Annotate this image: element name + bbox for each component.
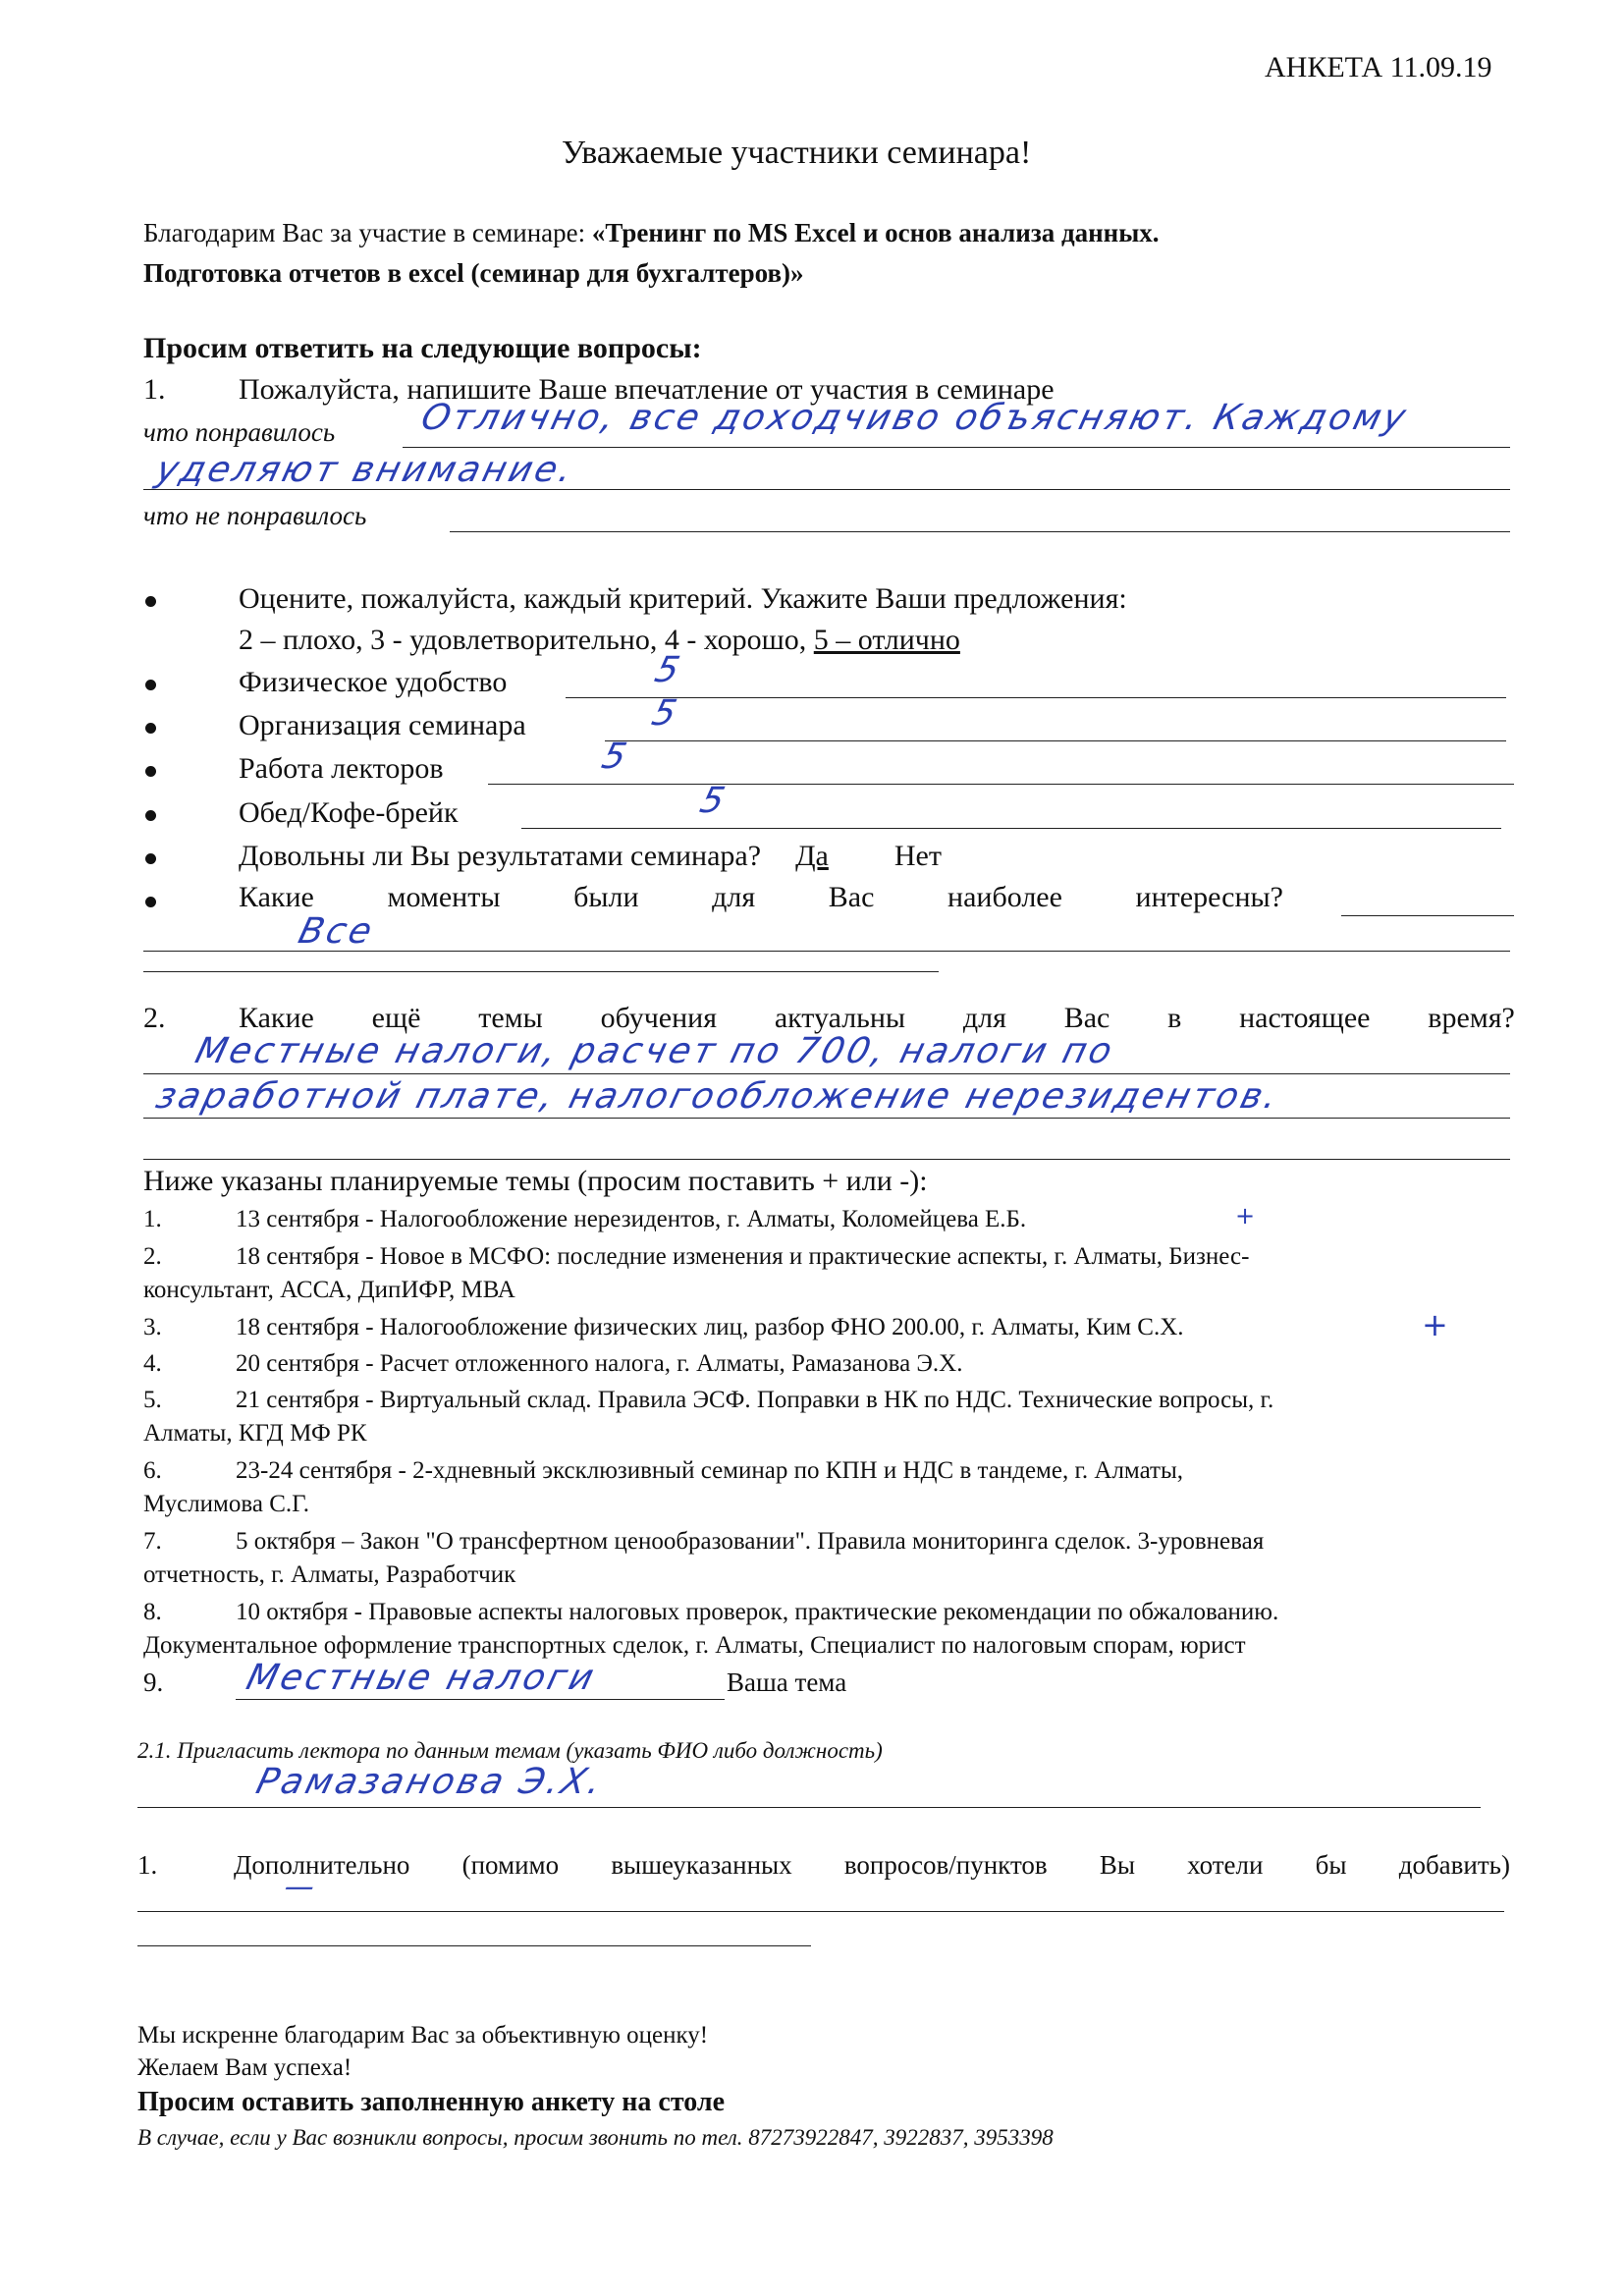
topic-line: 18 сентября - Налогообложение физических лиц, разбор ФНО 200.00, г. Алматы, Ким С.Х. (236, 1314, 1184, 1340)
own-topic-answer: Местные налоги (242, 1658, 601, 1698)
q2-text: Какие ещё темы обучения актуальны для Вас в настоящее время? (239, 1002, 1515, 1034)
additional-answer: — (280, 1870, 322, 1904)
intro-line-1 (143, 218, 1160, 248)
bullet (145, 810, 156, 821)
intro-prefix: Благодарим Вас за участие в семинаре: (143, 218, 586, 247)
additional-line-2 (137, 1945, 811, 1946)
q2-answer-2: заработной плате, налогообложение нерезидентов. (151, 1076, 1284, 1117)
topic-line-cont: Алматы, КГД МФ РК (143, 1420, 367, 1447)
rating-item-line (521, 828, 1501, 829)
topic-line-cont: отчетность, г. Алматы, Разработчик (143, 1561, 516, 1588)
footer-wish: Желаем Вам успеха! (137, 2054, 352, 2081)
bullet (145, 766, 156, 777)
topic-line-cont: Документальное оформление транспортных сделок, г. Алматы, Специалист по налоговым спорам, юрист (143, 1632, 1246, 1659)
topic-line-cont: Муслимова С.Г. (143, 1491, 310, 1517)
topic-line: 23-24 сентября - 2-хдневный эксклюзивный семинар по КПН и НДС в тандеме, г. Алматы, (236, 1457, 1184, 1484)
liked-label: что понравилось (143, 417, 336, 447)
topic-number: 2. (143, 1243, 162, 1270)
invite-answer: Рамазанова Э.Х. (251, 1762, 609, 1802)
footer-thanks: Мы искренне благодарим Вас за объективную оценку! (137, 2022, 709, 2049)
q2-line-1 (143, 1073, 1510, 1074)
topic-line: 21 сентября - Виртуальный склад. Правила ЭСФ. Поправки в НК по НДС. Технические вопросы, г. (236, 1387, 1274, 1413)
satisfied-yes: Да (795, 840, 829, 872)
additional-line-1 (137, 1911, 1504, 1912)
additional-number: 1. (137, 1850, 158, 1880)
topic-number: 7. (143, 1528, 162, 1555)
liked-line-1 (403, 447, 1510, 448)
topic-number: 6. (143, 1457, 162, 1484)
topic-number: 3. (143, 1314, 162, 1340)
rating-item-line (605, 740, 1506, 741)
q1-text: Пожалуйста, напишите Ваше впечатление от участия в семинаре (239, 373, 1055, 406)
bullet (145, 853, 156, 864)
seminar-title-1: «Тренинг по MS Excel и основ анализа данных. (591, 218, 1160, 247)
interesting-question: Какие моменты были для Вас наиболее интересны? (239, 881, 1283, 913)
additional-question: Дополнительно (помимо вышеуказанных вопросов/пунктов Вы хотели бы добавить) (234, 1850, 1510, 1880)
topic-line: 20 сентября - Расчет отложенного налога, г. Алматы, Рамазанова Э.Х. (236, 1350, 963, 1377)
invite-line (137, 1807, 1481, 1808)
topic-line-cont: консультант, АССА, ДипИФР, МВА (143, 1277, 515, 1303)
satisfied-question: Довольны ли Вы результатами семинара? Да Нет (239, 840, 942, 872)
disliked-label: что не понравилось (143, 501, 367, 530)
bullet (145, 723, 156, 734)
bullet (145, 897, 156, 907)
footer-contact: В случае, если у Вас возникли вопросы, просим звонить по тел. 87273922847, 3922837, 3953398 (137, 2125, 1054, 2150)
own-topic-number: 9. (143, 1667, 164, 1697)
q1-number: 1. (143, 373, 166, 406)
rating-item-answer: 5 (597, 737, 634, 777)
footer-leave: Просим оставить заполненную анкету на столе (137, 2087, 725, 2117)
rating-item-line (488, 784, 1514, 785)
liked-answer-2: уделяют внимание. (151, 450, 579, 490)
invite-label: 2.1. Пригласить лектора по данным темам (указать ФИО либо должность) (137, 1738, 883, 1763)
topic-number: 4. (143, 1350, 162, 1377)
interesting-answer: Все (294, 911, 379, 952)
interesting-line-2 (143, 971, 939, 972)
topic-line: 18 сентября - Новое в МСФО: последние изменения и практические аспекты, г. Алматы, Бизнес- (236, 1243, 1250, 1270)
liked-answer-1: Отлично, все доходчиво объясняют. Каждому (416, 398, 1413, 438)
bullet (145, 596, 156, 607)
seminar-title-2: Подготовка отчетов в excel (семинар для бухгалтеров)» (143, 258, 804, 288)
topic-number: 1. (143, 1206, 162, 1232)
greeting-title: Уважаемые участники семинара! (562, 135, 1032, 171)
q2-line-3 (143, 1159, 1510, 1160)
rating-item-answer: 5 (647, 693, 684, 734)
topic-line: 13 сентября - Налогообложение нерезидентов, г. Алматы, Коломейцева Е.Б. (236, 1206, 1027, 1232)
q2-number: 2. (143, 1002, 166, 1034)
questions-header: Просим ответить на следующие вопросы: (143, 332, 702, 364)
rating-scale-b: 5 – отлично (813, 624, 960, 656)
rating-item-line (566, 697, 1506, 698)
form-code: АНКЕТА 11.09.19 (1265, 51, 1492, 83)
satisfied-no: Нет (893, 840, 942, 872)
rating-item-label: Физическое удобство (239, 666, 508, 698)
topic-number: 8. (143, 1599, 162, 1625)
rating-scale-a: 2 – плохо, 3 - удовлетворительно, 4 - хорошо, (239, 624, 814, 656)
rating-item-label: Организация семинара (239, 709, 526, 741)
rating-item-label: Обед/Кофе-брейк (239, 796, 459, 829)
interesting-line-end (1341, 915, 1514, 916)
rating-scale (239, 624, 960, 657)
own-topic-line (236, 1699, 725, 1700)
own-topic-label: Ваша тема (727, 1667, 847, 1697)
rating-item-label: Работа лекторов (239, 752, 444, 785)
topic-mark: + (1235, 1202, 1256, 1230)
bullet (145, 680, 156, 690)
topic-line: 10 октября - Правовые аспекты налоговых проверок, практические рекомендации по обжалованию. (236, 1599, 1279, 1625)
rating-instruction: Оцените, пожалуйста, каждый критерий. Укажите Ваши предложения: (239, 582, 1127, 615)
rating-item-answer: 5 (695, 781, 732, 821)
q2-line-2 (143, 1118, 1510, 1119)
topic-number: 5. (143, 1387, 162, 1413)
topic-mark: + (1422, 1306, 1448, 1343)
rating-item-answer: 5 (650, 650, 687, 690)
topic-line: 5 октября – Закон "О трансфертном ценообразовании". Правила мониторинга сделок. 3-уровневая (236, 1528, 1265, 1555)
q2-answer-1: Местные налоги, расчет по 700, налоги по (190, 1031, 1119, 1071)
planned-header: Ниже указаны планируемые темы (просим поставить + или -): (143, 1165, 928, 1197)
disliked-line (450, 531, 1510, 532)
